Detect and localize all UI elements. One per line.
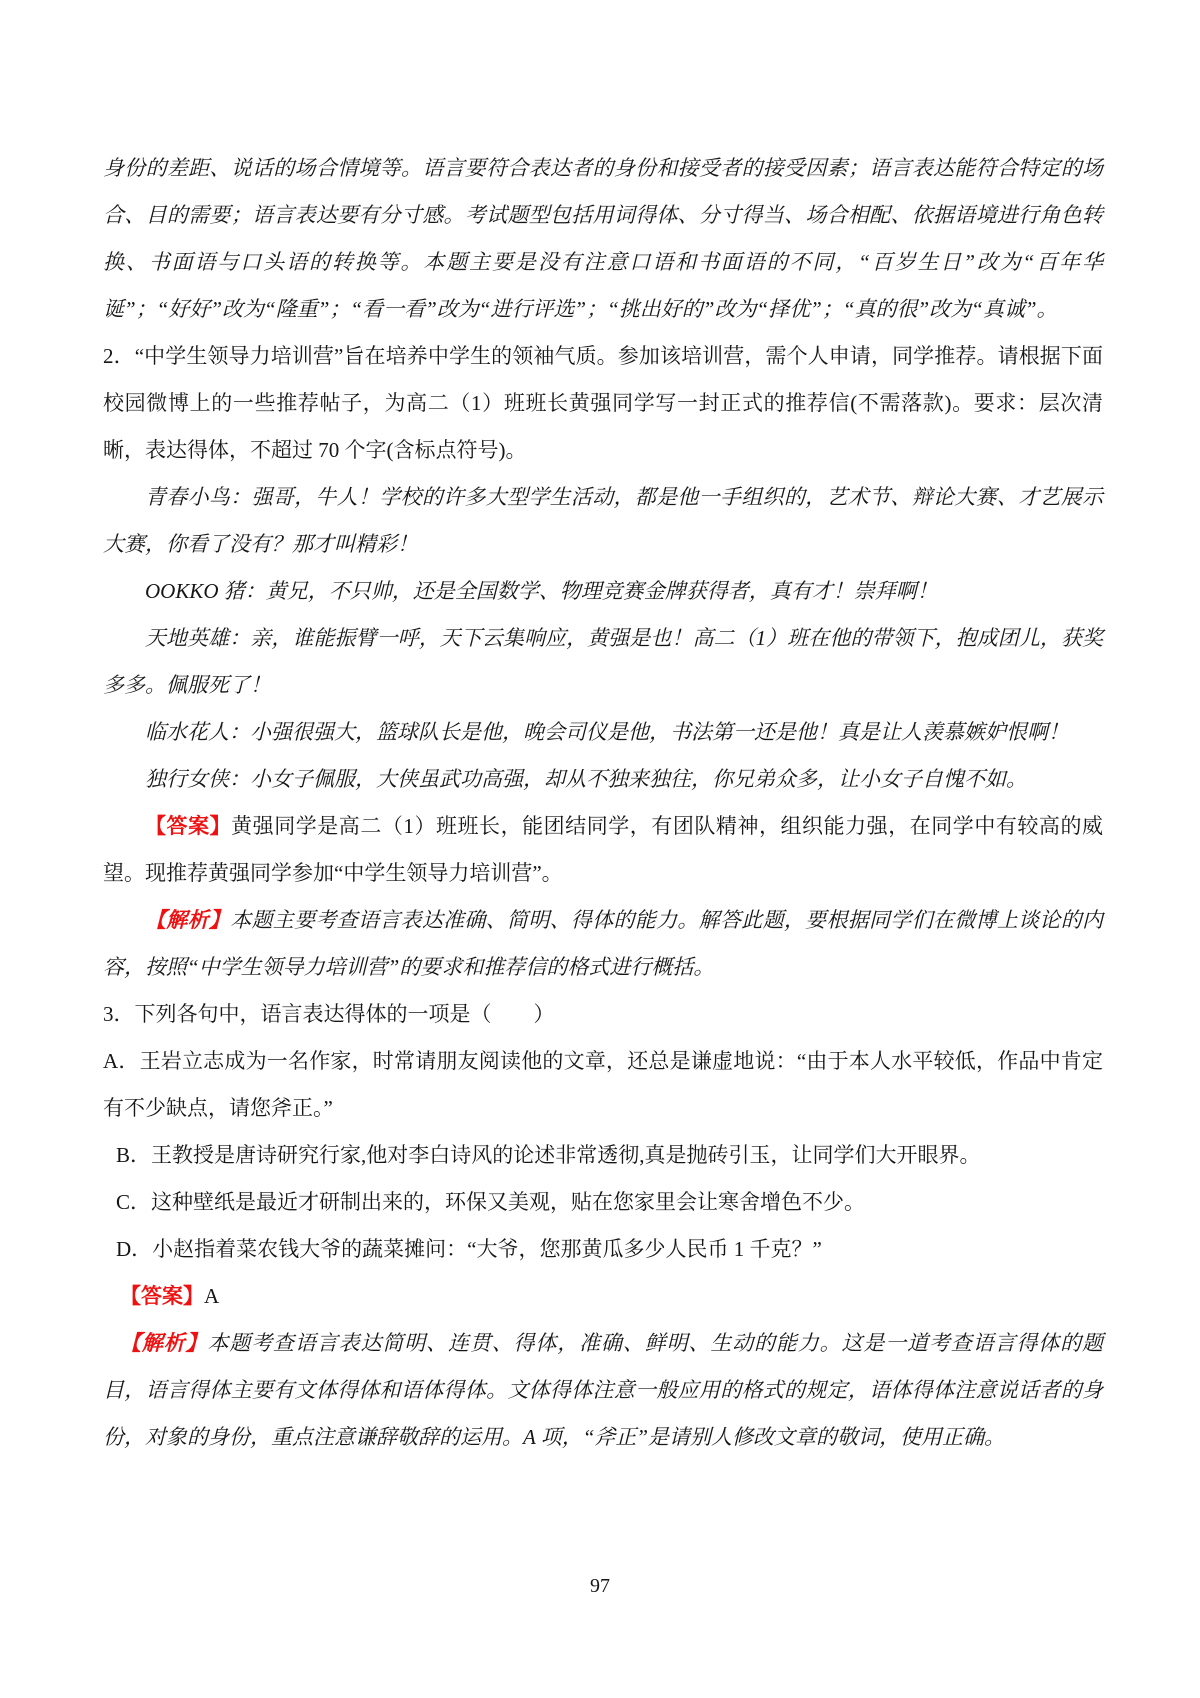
post-tiandi-yingxiong-text: 天地英雄：亲，谁能振臂一呼，天下云集响应，黄强是也！高二（1）班在他的带领下，抱成团儿，获奖多多。佩服死了！	[103, 626, 1103, 697]
question-3-stem	[103, 991, 1103, 1038]
post-tiandi-yingxiong	[103, 615, 1103, 709]
q2-analysis-label: 【解析】	[145, 908, 231, 932]
q1-analysis-continuation	[103, 145, 1103, 333]
q3-analysis	[103, 1320, 1103, 1461]
post-linshui-huaren-text: 临水花人：小强很强大，篮球队长是他，晚会司仪是他，书法第一还是他！真是让人羡慕嫉妒恨啊！	[145, 720, 1069, 744]
q3-option-b-text: B．王教授是唐诗研究行家,他对李白诗风的论述非常透彻,真是抛砖引玉，让同学们大开眼界。	[116, 1143, 981, 1167]
q1-analysis-continuation-text: 身份的差距、说话的场合情境等。语言要符合表达者的身份和接受者的接受因素；语言表达能符合特定的场合、目的需要；语言表达要有分寸感。考试题型包括用词得体、分寸得当、场合相配、依据语境进行角色转换、书面语与口头语的转换等。本题主要是没有注意口语和书面语的不同，“百岁生日”改为“百年华诞”；“好好”改为“隆重”；“看一看”改为“进行评选”；“挑出好的”改为“择优”；“真的很”改为“真诚”。	[103, 156, 1103, 321]
q3-option-c	[103, 1179, 1103, 1226]
q2-analysis-text: 本题主要考查语言表达准确、简明、得体的能力。解答此题，要根据同学们在微博上谈论的内容，按照“中学生领导力培训营”的要求和推荐信的格式进行概括。	[103, 908, 1104, 979]
post-ookko-zhu-text: OOKKO 猪：黄兄，不只帅，还是全国数学、物理竞赛金牌获得者，真有才！崇拜啊！	[145, 579, 938, 603]
q2-analysis	[103, 897, 1103, 991]
post-ookko-zhu	[103, 568, 1103, 615]
q3-option-d	[103, 1226, 1103, 1273]
q3-analysis-label: 【解析】	[120, 1331, 208, 1355]
q2-answer	[103, 803, 1103, 897]
post-linshui-huaren	[103, 709, 1103, 756]
q3-option-d-text: D．小赵指着菜农钱大爷的蔬菜摊问：“大爷，您那黄瓜多少人民币 1 千克？”	[116, 1237, 822, 1261]
document-body	[103, 145, 1103, 1461]
q2-answer-text: 黄强同学是高二（1）班班长，能团结同学，有团队精神，组织能力强，在同学中有较高的威望。现推荐黄强同学参加“中学生领导力培训营”。	[103, 814, 1104, 885]
q3-option-a-text: A．王岩立志成为一名作家，时常请朋友阅读他的文章，还总是谦虚地说：“由于本人水平较低，作品中肯定有不少缺点，请您斧正。”	[103, 1049, 1103, 1120]
q3-analysis-text: 本题考查语言表达简明、连贯、得体，准确、鲜明、生动的能力。这是一道考查语言得体的题目，语言得体主要有文体得体和语体得体。文体得体注意一般应用的格式的规定，语体得体注意说话者的身份，对象的身份，重点注意谦辞敬辞的运用。A 项，“斧正”是请别人修改文章的敬词，使用正确。	[103, 1331, 1104, 1449]
post-duxing-nvxia	[103, 756, 1103, 803]
question-2-stem	[103, 333, 1103, 474]
q3-answer	[103, 1273, 1103, 1320]
post-qingchun-xiaoniao-text: 青春小鸟：强哥，牛人！学校的许多大型学生活动，都是他一手组织的，艺术节、辩论大赛、才艺展示大赛，你看了没有？那才叫精彩！	[103, 485, 1103, 556]
q3-answer-text: A	[204, 1284, 220, 1308]
post-qingchun-xiaoniao	[103, 474, 1103, 568]
q3-option-a	[103, 1038, 1103, 1132]
page-number: 97	[590, 1575, 610, 1597]
q3-answer-label: 【答案】	[120, 1284, 204, 1308]
post-duxing-nvxia-text: 独行女侠：小女子佩服，大侠虽武功高强，却从不独来独往，你兄弟众多，让小女子自愧不如。	[145, 767, 1027, 791]
question-3-stem-text: 3．下列各句中，语言表达得体的一项是（ ）	[103, 1002, 555, 1026]
q2-answer-label: 【答案】	[145, 814, 232, 838]
q3-option-b	[103, 1132, 1103, 1179]
q3-option-c-text: C．这种壁纸是最近才研制出来的，环保又美观，贴在您家里会让寒舍增色不少。	[116, 1190, 866, 1214]
question-2-stem-text: 2．“中学生领导力培训营”旨在培养中学生的领袖气质。参加该培训营，需个人申请，同学推荐。请根据下面校园微博上的一些推荐帖子，为高二（1）班班长黄强同学写一封正式的推荐信(不需落款)。要求：层次清晰，表达得体，不超过 70 个字(含标点符号)。	[103, 344, 1103, 462]
